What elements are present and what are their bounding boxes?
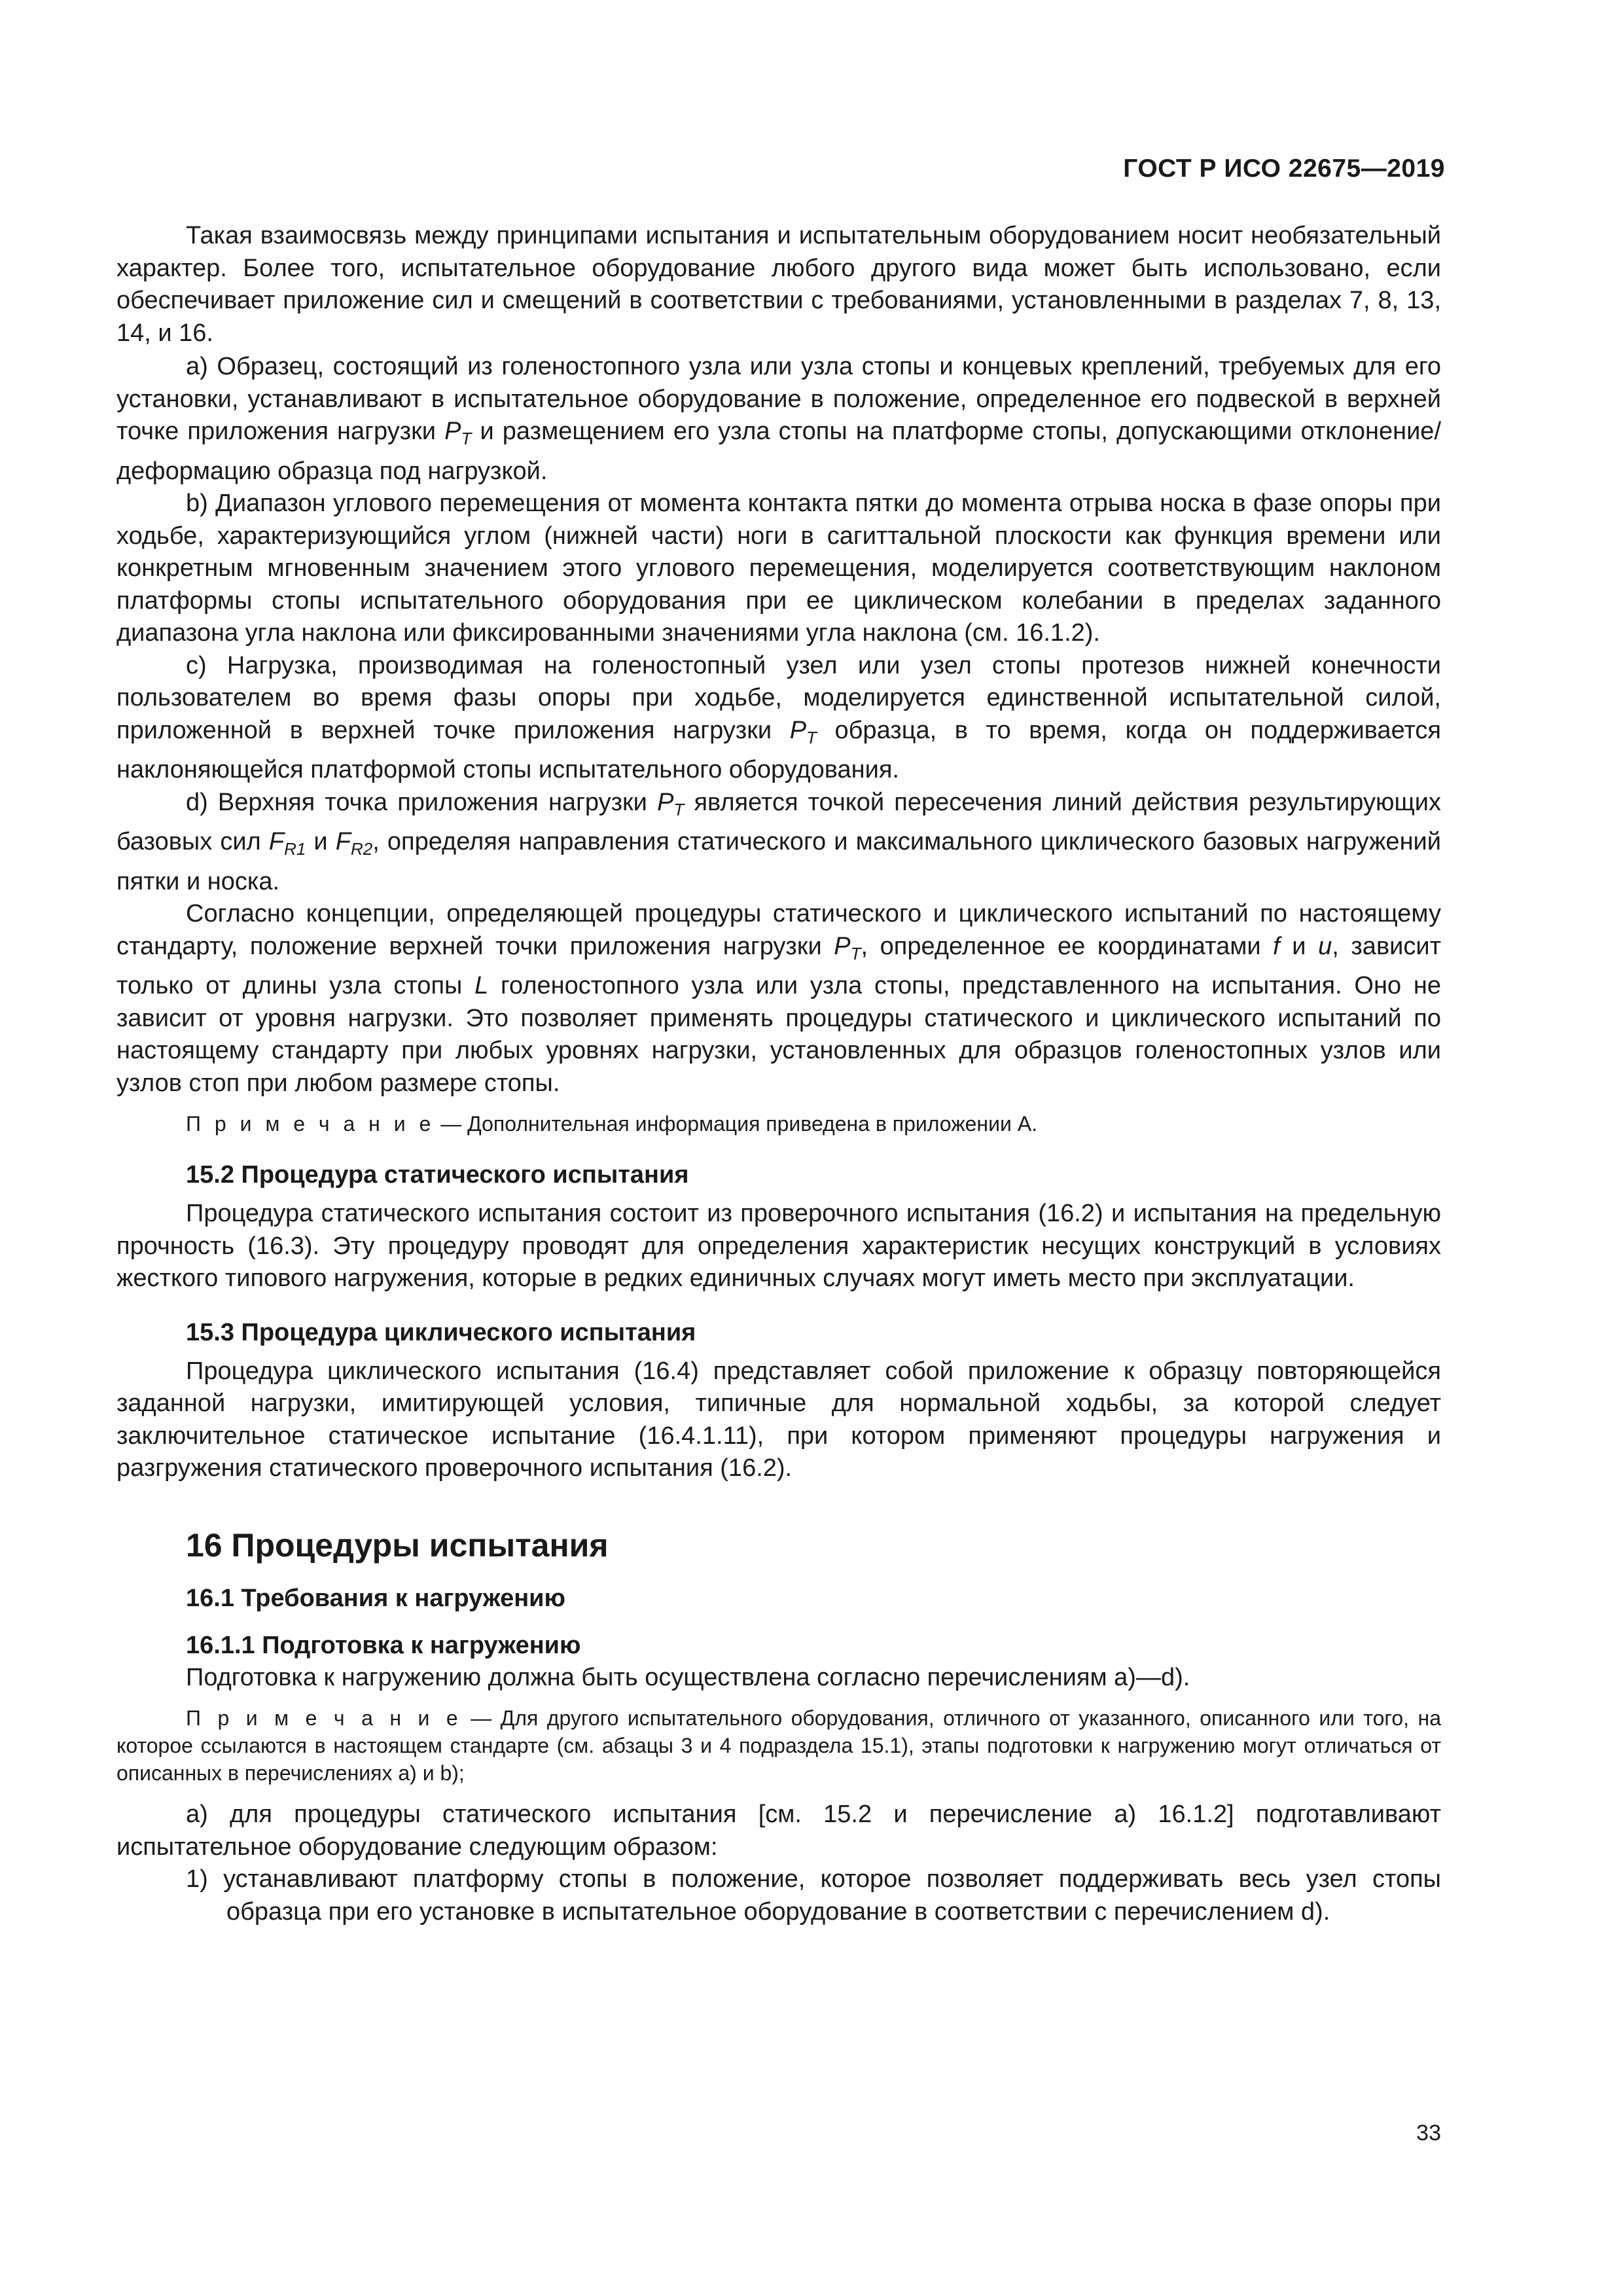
note-2: П р и м е ч а н и е — Для другого испытательного оборудования, отличного от указанного, описанного или того, на которое ссылаются в настоящем стандарте (см. абзацы 3 и 4 подраздела 15.1), этапы подготовки к нагружению могут отличаться от описанных в перечислениях а) и b); [116, 1706, 1442, 1785]
paragraph-concept: Согласно концепции, определяющей процедуры статического и циклического испытаний по настоящему стандарту, положение верхней точки приложения нагрузки $P_T$, определенное ее координатами f и u, зависит только от длины узла стопы L голеностопного узла или узла стопы, представленного на испытания. Оно не зависит от уровня нагрузки. Это позволяет применять процедуры статического и циклического испытаний по настоящему стандарту при любых уровнях нагрузки, установленных для образцов голеностопных узлов или узлов стоп при любом размере стопы. [116, 900, 1441, 1097]
paragraph-item-d: d) Верхняя точка приложения нагрузки $P_T$ является точкой пересечения линий действия результирующих базовых сил $F_{R1}$ и $F_{R2}$, определяя направления статического и максимального циклического базовых нагружений пятки и носка. [116, 788, 1442, 895]
heading-16-1: 16.1 Требования к нагружению [186, 1584, 565, 1612]
note-label: П р и м е ч а н и е [186, 1706, 462, 1730]
symbol-subscript: T [673, 799, 685, 819]
symbol-p: P [834, 932, 851, 960]
symbol-f: F [268, 828, 285, 855]
paragraph-intro: Такая взаимосвязь между принципами испытания и испытательным оборудованием носит необязательный характер. Более того, испытательное оборудование любого другого вида может быть использовано, если обеспечивает приложение сил и смещений в соответствии с требованиями, установленными в разделах 7, 8, 13, 14, и 16. [116, 222, 1441, 347]
symbol-u-coord: u [1318, 932, 1332, 960]
list-item-a-1: 1) устанавливают платформу стопы в положение, которое позволяет поддерживать весь узел стопы образца при его установке в испытательное оборудование в соответствии с перечислением d). [186, 1865, 1441, 1926]
paragraph-item-b: b) Диапазон углового перемещения от момента контакта пятки до момента отрыва носка в фазе опоры при ходьбе, характеризующийся углом (нижней части) ноги в сагиттальной плоскости как функция времени или конкретным мгновенным значением этого углового перемещения, моделируется соответствующим наклоном платформы стопы испытательного оборудования при ее циклическом колебании в пределах заданного диапазона угла наклона или фиксированными значениями угла наклона (см. 16.1.2). [116, 490, 1441, 647]
page-content [116, 220, 1441, 1928]
paragraph-item-a: а) Образец, состоящий из голеностопного узла или узла стопы и концевых креплений, требуемых для его установки, устанавливают в испытательное оборудование в положение, определенное его подвеской в верхней точке приложения нагрузки $P_T$ и размещением его узла стопы на платформе стопы, допускающими отклонение/деформацию образца под нагрузкой. [116, 353, 1441, 485]
symbol-f: F [335, 828, 351, 855]
heading-15-3: 15.3 Процедура циклического испытания [186, 1318, 696, 1346]
paragraph-item-c: с) Нагрузка, производимая на голеностопный узел или узел стопы протезов нижней конечности пользователем во время фазы опоры при ходьбе, моделируется единственной испытательной силой, приложенной в верхней точке приложения нагрузки $P_T$ образца, в то время, когда он поддерживается наклоняющейся платформой стопы испытательного оборудования. [116, 651, 1441, 783]
symbol-l: L [474, 972, 489, 999]
symbol-subscript: T [850, 943, 861, 963]
symbol-subscript: T [806, 727, 817, 747]
document-code: ГОСТ Р ИСО 22675—2019 [1123, 154, 1445, 183]
symbol-f-coord: f [1273, 932, 1280, 960]
heading-15-2: 15.2 Процедура статического испытания [186, 1161, 689, 1189]
note-label: П р и м е ч а н и е [186, 1112, 435, 1136]
symbol-p: P [444, 418, 461, 445]
symbol-p: P [657, 788, 674, 816]
symbol-p: P [789, 716, 807, 744]
symbol-subscript: T [461, 429, 472, 448]
heading-16: 16 Процедуры испытания [186, 1526, 609, 1564]
note-1: П р и м е ч а н и е — Дополнительная информация приведена в приложении А. [186, 1112, 1037, 1136]
paragraph-15-3: Процедура циклического испытания (16.4) представляет собой приложение к образцу повторяющейся заданной нагрузки, имитирующей условия, типичные для нормальной ходьбы, за которой следует заключительное статическое испытание (16.4.1.11), при котором применяют процедуры нагружения и разгружения статического проверочного испытания (16.2). [116, 1357, 1441, 1482]
page-number: 33 [1416, 2121, 1441, 2145]
symbol-subscript: R2 [350, 839, 373, 859]
paragraph-16-1-1: Подготовка к нагружению должна быть осуществлена согласно перечислениям а)—d). [186, 1663, 1190, 1691]
heading-16-1-1: 16.1.1 Подготовка к нагружению [186, 1631, 581, 1659]
symbol-subscript: R1 [284, 839, 306, 859]
paragraph-15-2: Процедура статического испытания состоит из проверочного испытания (16.2) и испытания на предельную прочность (16.3). Эту процедуру проводят для определения характеристик несущих конструкций в условиях жесткого типового нагружения, которые в редких единичных случаях могут иметь место при эксплуатации. [116, 1200, 1441, 1292]
list-item-a: а) для процедуры статического испытания [см. 15.2 и перечисление а) 16.1.2] подготавливают испытательное оборудование следующим образом: [116, 1801, 1441, 1861]
